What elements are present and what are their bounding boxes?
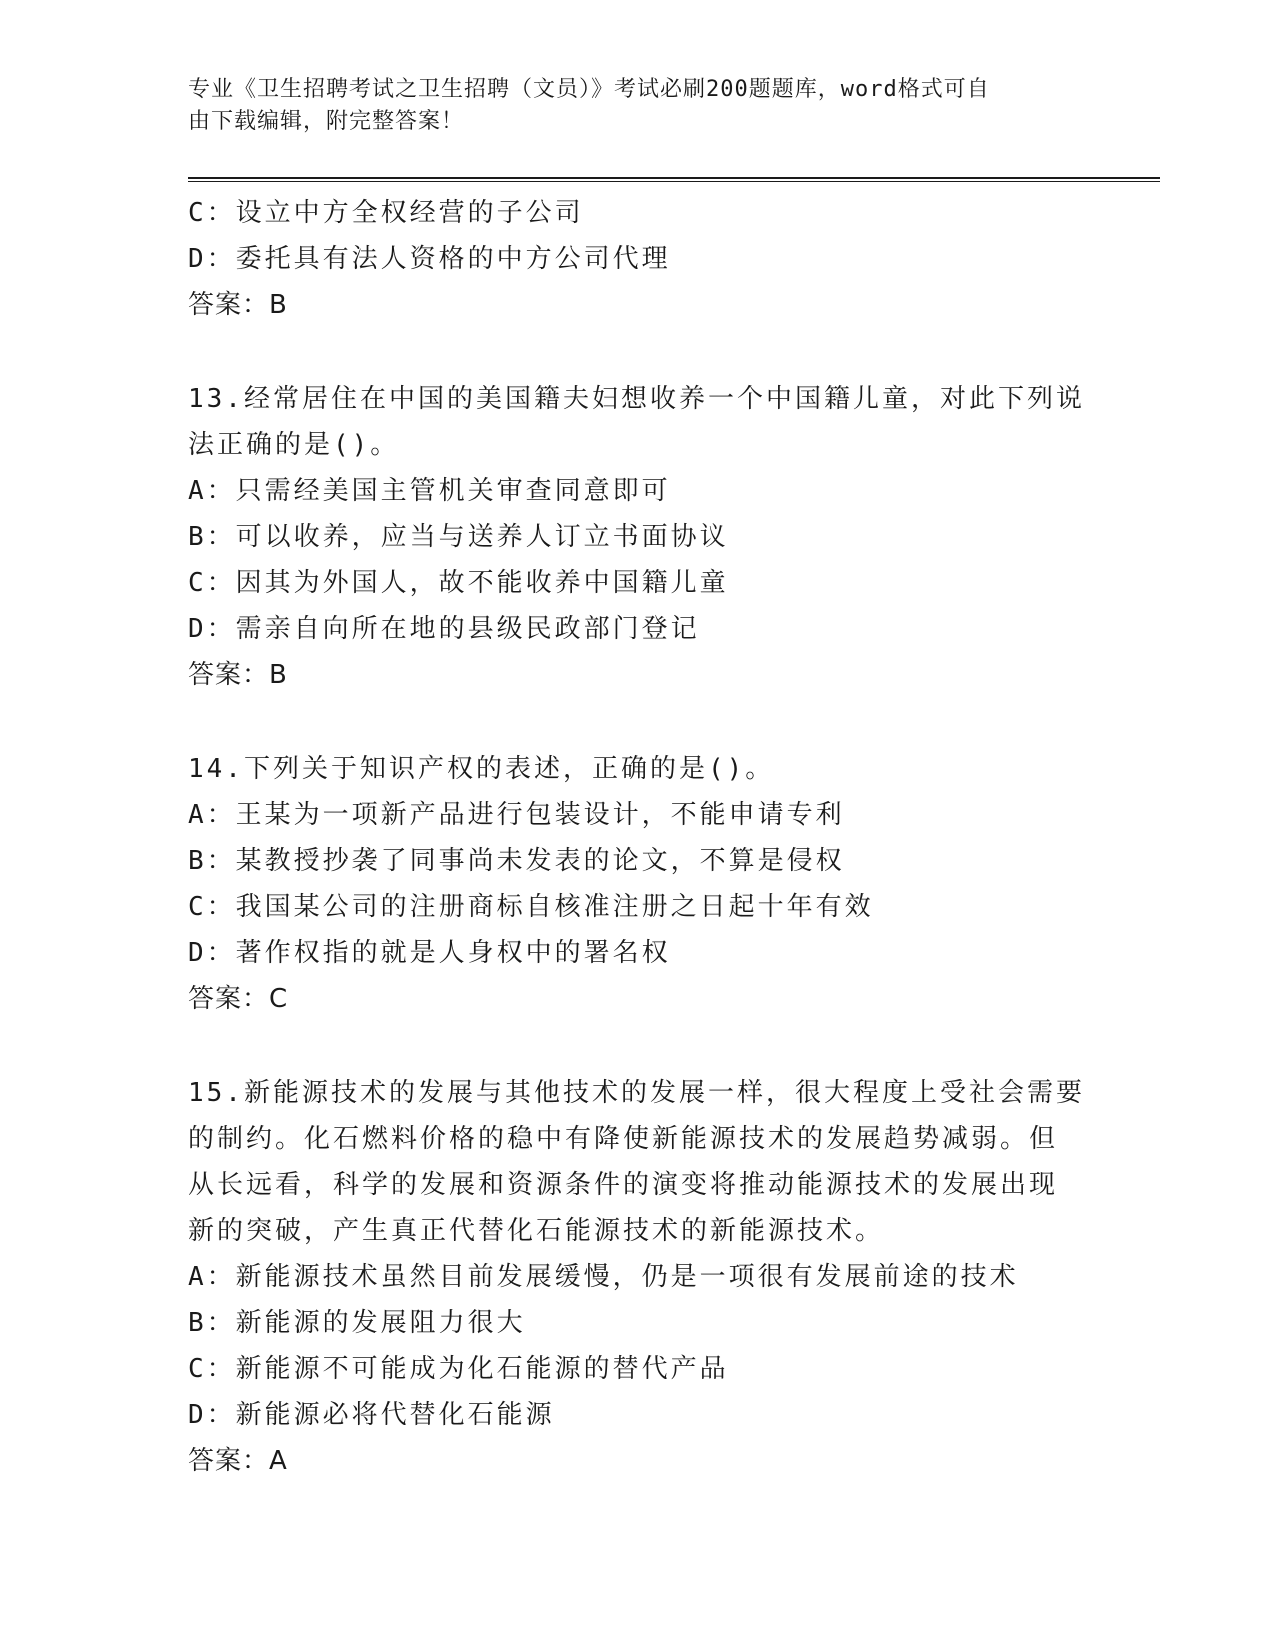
question-stem: 的制约。化石燃料价格的稳中有降使新能源技术的发展趋势减弱。但 — [188, 1124, 1059, 1154]
continued-question — [188, 190, 1088, 328]
option-c: C：我国某公司的注册商标自核准注册之日起十年有效 — [188, 892, 874, 922]
option-d: D：委托具有法人资格的中方公司代理 — [188, 244, 671, 274]
answer-line: 答案：B — [188, 660, 288, 690]
question-stem: 14.下列关于知识产权的表述，正确的是()。 — [188, 754, 775, 784]
option-d: D：著作权指的就是人身权中的署名权 — [188, 938, 671, 968]
question-14 — [188, 746, 1088, 1022]
question-13 — [188, 376, 1088, 698]
option-d: D：新能源必将代替化石能源 — [188, 1400, 555, 1430]
spacer — [188, 328, 1088, 376]
question-stem: 15.新能源技术的发展与其他技术的发展一样，很大程度上受社会需要 — [188, 1078, 1085, 1108]
option-c: C：因其为外国人，故不能收养中国籍儿童 — [188, 568, 729, 598]
question-stem: 从长远看，科学的发展和资源条件的演变将推动能源技术的发展出现 — [188, 1170, 1059, 1200]
spacer — [188, 698, 1088, 746]
question-stem: 13.经常居住在中国的美国籍夫妇想收养一个中国籍儿童，对此下列说 — [188, 384, 1085, 414]
answer-line: 答案：A — [188, 1446, 288, 1476]
question-stem: 法正确的是()。 — [188, 430, 400, 460]
spacer — [188, 1022, 1088, 1070]
option-a: A：王某为一项新产品进行包装设计，不能申请专利 — [188, 800, 845, 830]
question-stem: 新的突破，产生真正代替化石能源技术的新能源技术。 — [188, 1216, 885, 1246]
header-line-2: 由下载编辑，附完整答案！ — [188, 109, 465, 134]
option-b: B：可以收养，应当与送养人订立书面协议 — [188, 522, 729, 552]
option-c: C：新能源不可能成为化石能源的替代产品 — [188, 1354, 729, 1384]
option-b: B：某教授抄袭了同事尚未发表的论文，不算是侵权 — [188, 846, 845, 876]
answer-line: 答案：C — [188, 984, 289, 1014]
option-a: A：新能源技术虽然目前发展缓慢，仍是一项很有发展前途的技术 — [188, 1262, 1019, 1292]
answer-line: 答案：B — [188, 290, 288, 320]
question-15 — [188, 1070, 1088, 1484]
option-d: D：需亲自向所在地的县级民政部门登记 — [188, 614, 700, 644]
option-b: B：新能源的发展阻力很大 — [188, 1308, 526, 1338]
header-divider — [188, 177, 1160, 182]
option-a: A：只需经美国主管机关审查同意即可 — [188, 476, 671, 506]
header-line-1: 专业《卫生招聘考试之卫生招聘（文员）》考试必刷200题题库，word格式可自 — [188, 77, 990, 102]
page-header — [188, 74, 1088, 138]
document-body — [188, 190, 1088, 1484]
option-c: C：设立中方全权经营的子公司 — [188, 198, 584, 228]
